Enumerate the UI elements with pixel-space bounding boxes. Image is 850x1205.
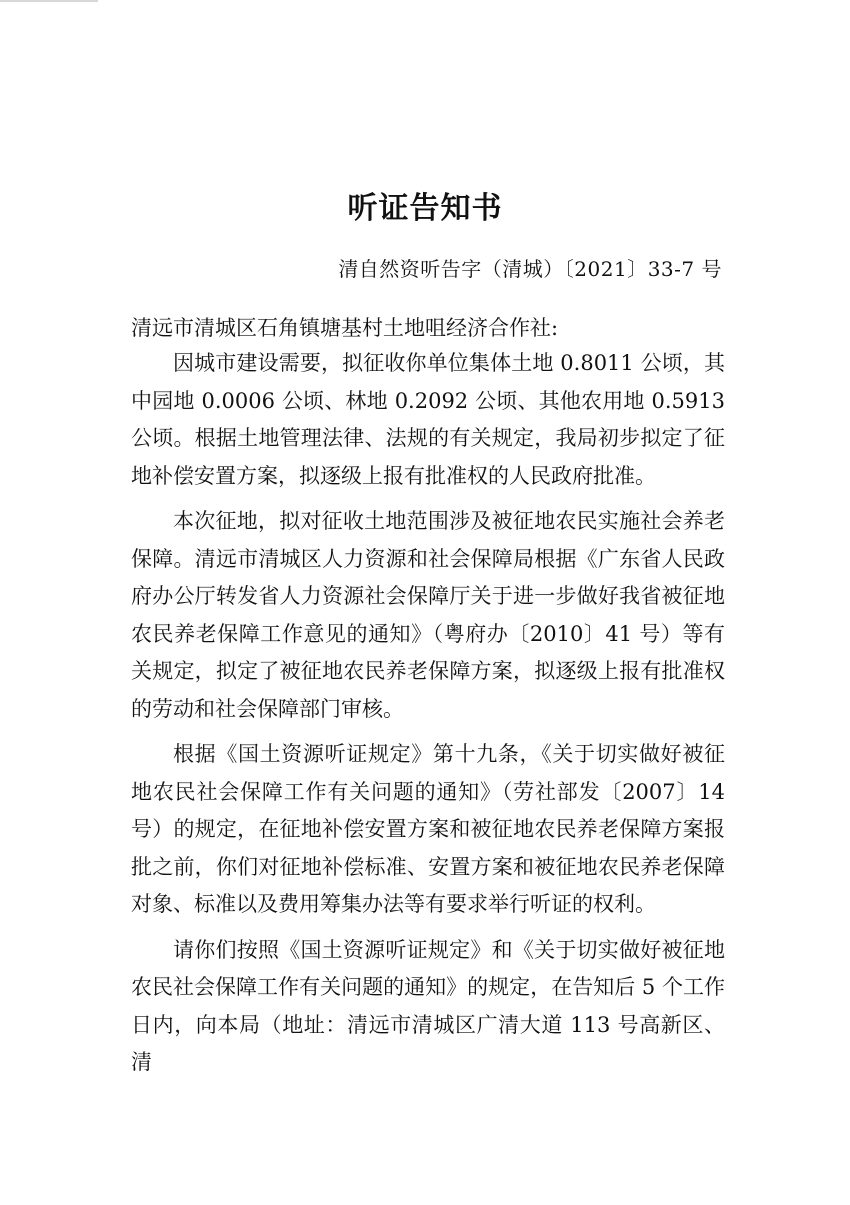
paragraph-2: 本次征地，拟对征收土地范围涉及被征地农民实施社会养老保障。清远市清城区人力资源和社会保障局根据《广东省人民政府办公厅转发省人力资源社会保障厅关于进一步做好我省被征地农民养老保障工作意见的通知》（粤府办〔2010〕41 号）等有关规定，拟定了被征地农民养老保障方案，拟逐级上报有批准权的劳动和社会保障部门审核。 [131, 509, 725, 721]
paragraph-3: 根据《国土资源听证规定》第十九条，《关于切实做好被征地农民社会保障工作有关问题的通知》（劳社部发〔2007〕14 号）的规定，在征地补偿安置方案和被征地农民养老保障方案报批之前，你们对征地补偿标准、安置方案和被征地农民养老保障对象、标准以及费用筹集办法等有要求举行听证的权利。 [131, 742, 725, 916]
paragraph-4: 请你们按照《国土资源听证规定》和《关于切实做好被征地农民社会保障工作有关问题的通知》的规定，在告知后 5 个工作日内，向本局（地址：清远市清城区广清大道 113 号高新区、清 [131, 937, 725, 1074]
document-title: 听证告知书 [347, 191, 503, 226]
document-number: 清自然资听告字（清城）〔2021〕33-7 号 [338, 257, 722, 281]
scan-edge-mark [0, 0, 98, 2]
document-body [131, 345, 725, 1082]
paragraph-1: 因城市建设需要，拟征收你单位集体土地 0.8011 公顷，其中园地 0.0006 公顷、林地 0.2092 公顷、其他农用地 0.5913 公顷。根据土地管理法律、法规的有关规定，我局初步拟定了征地补偿安置方案，拟逐级上报有批准权的人民政府批准。 [131, 351, 725, 488]
addressee: 清远市清城区石角镇塘基村土地咀经济合作社: [131, 316, 559, 340]
